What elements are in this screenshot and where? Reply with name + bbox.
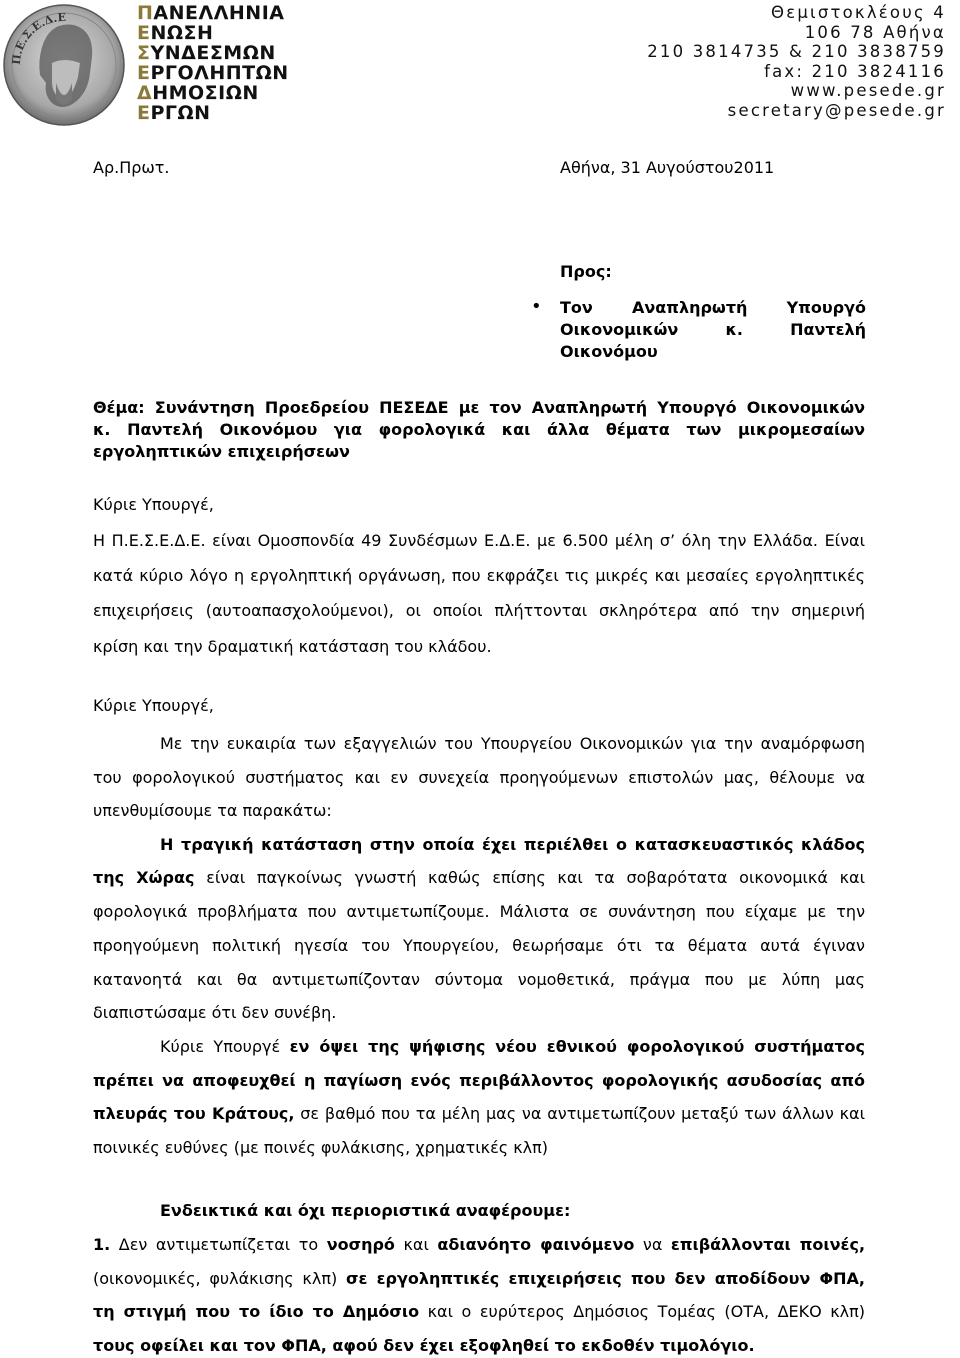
organization-name-line: [137, 3, 284, 24]
organization-name-line: [137, 103, 211, 124]
paragraph-4-line-1: Κύριε Υπουργέ εν όψει της ψήφισης νέου εθνικού φορολογικού συστήματος: [160, 1037, 866, 1056]
contact-line: www.pesede.gr: [790, 81, 946, 100]
paragraph-4-line-3: πλευράς του Κράτους, σε βαθμό που τα μέλη μας να αντιμετωπίζουν μεταξύ των άλλων και: [93, 1104, 865, 1123]
paragraph-3-line-2: της Χώρας είναι παγκοίνως γνωστή καθώς επίσης και τα σοβαρότατα οικονομικά και: [93, 868, 866, 887]
paragraph-3-line-1: Η τραγική κατάσταση στην οποία έχει περιέλθει ο κατασκευαστικός κλάδος: [160, 835, 865, 854]
paragraph-3-line-4: προηγούμενη πολιτική ηγεσία του Υπουργείου, θεωρήσαμε ότι τα θέματα αυτά έγιναν: [93, 936, 865, 955]
recipient-label: Προς:: [560, 262, 612, 281]
organization-name-rest: ΑΝΕΛΛΗΝΙΑ: [153, 2, 285, 24]
organization-name-line: [137, 63, 289, 84]
item-1-line-1: 1. Δεν αντιμετωπίζεται το νοσηρό και αδιανόητο φαινόμενο να επιβάλλονται ποινές,: [93, 1235, 866, 1254]
paragraph-3-line-6: διαπιστώσαμε ότι δεν συνέβη.: [93, 1003, 337, 1022]
contact-line: Θεμιστοκλέους 4: [771, 3, 946, 22]
paragraph-2-line-1: Με την ευκαιρία των εξαγγελιών του Υπουργείου Οικονομικών για την αναμόρφωση: [160, 734, 865, 753]
organization-name-rest: ΗΜΟΣΙΩΝ: [152, 82, 259, 104]
salutation: Κύριε Υπουργέ,: [93, 696, 214, 715]
organization-name-line: [137, 43, 276, 64]
paragraph-2-line-2: του φορολογικού συστήματος και εν συνεχεία προηγούμενων επιστολών μας, θέλουμε να: [93, 768, 865, 787]
organization-name-rest: ΝΩΣΗ: [150, 22, 214, 44]
organization-name-initial: Ε: [137, 22, 151, 44]
paragraph-2-line-3: υπενθυμίσουμε τα παρακάτω:: [93, 801, 332, 820]
organization-name-line: [137, 83, 259, 104]
paragraph-1-line-2: κατά κύριο λόγο η εργοληπτική οργάνωση, που εκφράζει τις μικρές και μεσαίες εργοληπτικές: [93, 566, 865, 585]
organization-name-initial: Π: [137, 2, 154, 24]
salutation: Κύριε Υπουργέ,: [93, 495, 214, 514]
contact-line: fax: 210 3824116: [764, 61, 946, 81]
letter-date: Αθήνα, 31 Αυγούστου2011: [560, 158, 775, 177]
paragraph-1-line-3: επιχειρήσεις (αυτοαπασχολούμενοι), οι οποίοι πλήττονται σκληρότερα από την σημερινή: [93, 601, 865, 620]
contact-line: 210 3814735 & 210 3838759: [647, 42, 946, 61]
paragraph-4-line-4: ποινικές ευθύνες (με ποινές φυλάκισης, χρηματικές κλπ): [93, 1138, 548, 1157]
seal-text: Π.Ε.Σ.Ε.Δ.Ε: [9, 10, 67, 66]
protocol-number-label: Αρ.Πρωτ.: [93, 158, 170, 177]
recipient-line-3: Οικονόμου: [560, 342, 658, 361]
paragraph-3-line-5: κατανοητά και θα αντιμετωπίζονταν σύντομα νομοθετικά, πράγμα που με λύπη μας: [93, 970, 865, 989]
contact-line: 106 78 Αθήνα: [804, 22, 946, 42]
paragraph-1-line-4: κρίση και την δραματική κατάσταση του κλάδου.: [93, 637, 492, 656]
subject-line-3: εργοληπτικών επιχειρήσεων: [93, 442, 350, 461]
item-1-line-3: τη στιγμή που το ίδιο το Δημόσιο και ο ευρύτερος Δημόσιος Τομέας (ΟΤΑ, ΔΕΚΟ κλπ): [93, 1302, 865, 1321]
organization-seal-logo: [2, 3, 126, 127]
item-1-line-2: (οικονομικές, φυλάκισης κλπ) σε εργοληπτικές επιχειρήσεις που δεν αποδίδουν ΦΠΑ,: [93, 1269, 866, 1288]
organization-name-initial: Δ: [137, 82, 153, 104]
organization-name-rest: ΡΓΩΝ: [150, 102, 211, 124]
contact-line: secretary@pesede.gr: [727, 100, 946, 120]
paragraph-1-line-1: Η Π.Ε.Σ.Ε.Δ.Ε. είναι Ομοσπονδία 49 Συνδέσμων Ε.Δ.Ε. με 6.500 μέλη σ’ όλη την Ελλάδα. Είναι: [93, 531, 865, 550]
subject-line-1: Θέμα: Συνάντηση Προεδρείου ΠΕΣΕΔΕ με τον Αναπληρωτή Υπουργό Οικονομικών: [93, 398, 865, 417]
organization-name-initial: Ε: [137, 62, 151, 84]
bullet-icon: •: [531, 296, 542, 317]
section-heading: Ενδεικτικά και όχι περιοριστικά αναφέρουμε:: [160, 1201, 571, 1220]
subject-line-2: κ. Παντελή Οικονόμου για φορολογικά και άλλα θέματα των μικρομεσαίων: [93, 420, 865, 439]
organization-name-initial: Σ: [137, 42, 151, 64]
recipient-line-1: Τον Αναπληρωτή Υπουργό: [560, 298, 866, 317]
organization-name-line: [137, 23, 213, 44]
organization-name-initial: Ε: [137, 102, 151, 124]
paragraph-3-line-3: φορολογικά προβλήματα που αντιμετωπίζουμε. Μάλιστα σε συνάντηση που είχαμε με την: [93, 902, 865, 921]
paragraph-4-line-2: πρέπει να αποφευχθεί η παγίωση ενός περιβάλλοντος φορολογικής ασυδοσίας από: [93, 1071, 865, 1090]
organization-name-rest: ΡΓΟΛΗΠΤΩΝ: [150, 62, 289, 84]
recipient-line-2: Οικονομικών κ. Παντελή: [560, 320, 866, 339]
organization-name-rest: ΥΝΔΕΣΜΩΝ: [150, 42, 276, 64]
item-1-line-4: τους οφείλει και τον ΦΠΑ, αφού δεν έχει εξοφληθεί το εκδοθέν τιμολόγιο.: [93, 1336, 755, 1355]
